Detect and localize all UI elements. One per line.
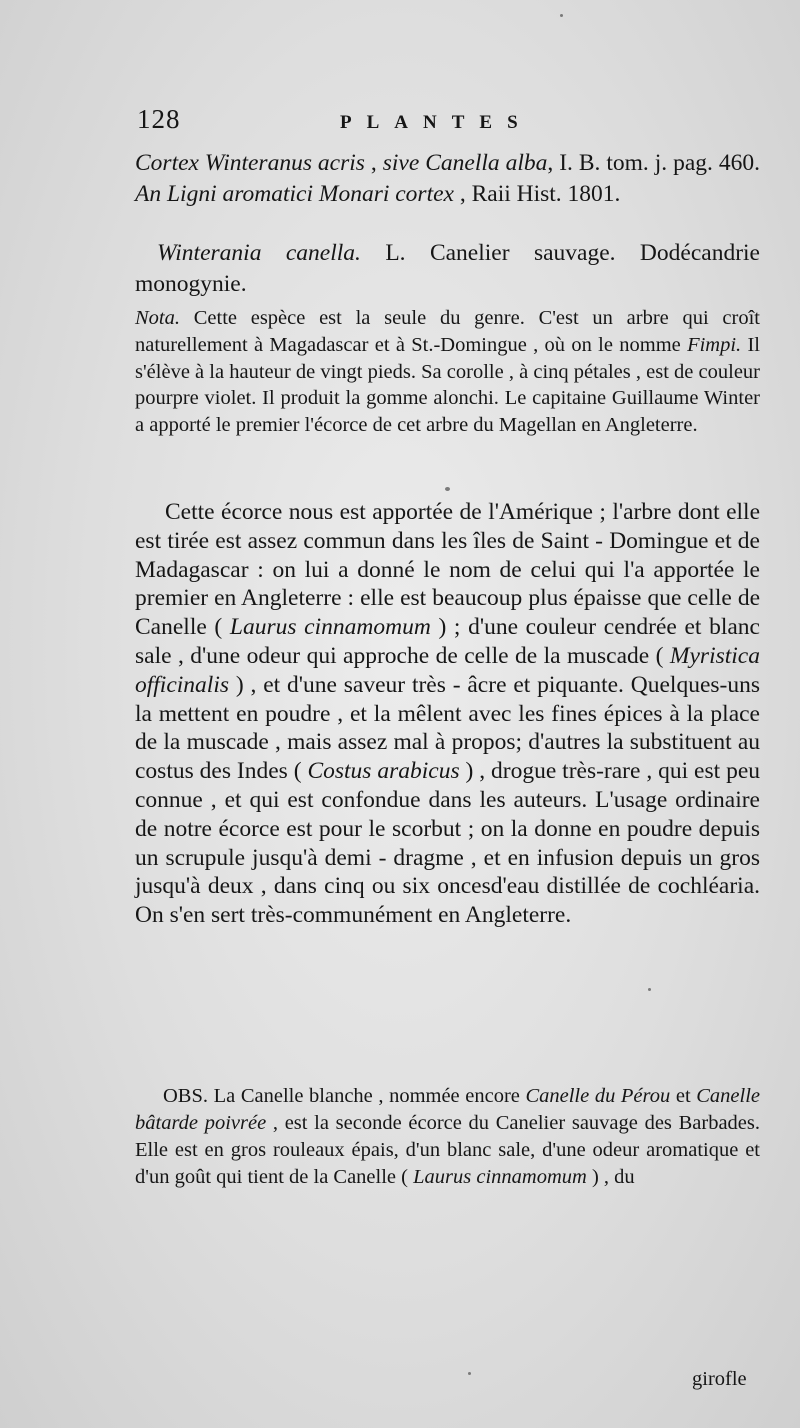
separator: ,: [364, 150, 383, 176]
nota-paragraph: [135, 305, 760, 439]
myristica-name: Myristica officinalis: [135, 642, 760, 698]
laurus-name: Laurus cinnamomum: [413, 1166, 587, 1188]
page-header: [135, 104, 755, 144]
fimpi-name: Fimpi.: [687, 333, 742, 356]
synonyms-paragraph: [135, 148, 760, 210]
nota-text: Cette espèce est la seule du genre. C'est un arbre qui croît naturellement à Magadascar et à St.-Domingue , où on le nomme: [135, 307, 760, 356]
obs-paragraph: [135, 1083, 760, 1191]
reference-raii: , Raii Hist. 1801.: [453, 181, 621, 207]
main-text: Cette écorce nous est apportée de l'Amérique ; l'arbre dont elle est tirée est assez commun dans les îles de Saint - Domingue et de Madagascar : on lui a donné le nom de celui qui l'a apportée le premier en Angleterre : elle est beaucoup plus épaisse que celle de Canelle (: [135, 499, 760, 641]
nota-text-continued: Il s'élève à la hauteur de vingt pieds. Sa corolle , à cinq pétales , est de couleur pourpre violet. Il produit la gomme alonchi. Le capitaine Guillaume Winter a apporté le premier l'écorce de cet arbre du Magellan en Angleterre.: [135, 333, 760, 437]
laurus-name: Laurus cinnamomum: [229, 614, 431, 641]
catchword: girofle: [692, 1368, 747, 1390]
an-ligni-name: An Ligni aromatici Monari cortex: [135, 181, 454, 207]
species-paragraph: [135, 238, 760, 300]
obs-text: La Canelle blanche , nommée encore: [208, 1085, 526, 1107]
obs-label: OBS.: [163, 1085, 209, 1107]
canelle-perou-name: Canelle du Pérou: [525, 1085, 671, 1107]
main-text: ) , et d'une saveur très - âcre et piquante. Quelques-uns la mettent en poudre , et la mêlent avec les fines épices à la place de la muscade , mais assez mal à propos; d'autres la substituent au costus des Indes (: [135, 671, 760, 785]
costus-name: Costus arabicus: [307, 758, 460, 785]
paper-speck: [445, 487, 450, 491]
obs-text: ) , du: [586, 1166, 635, 1188]
main-paragraph: [135, 498, 760, 930]
canella-alba: Canella alba: [419, 150, 548, 176]
main-text: ) ; d'une couleur cendrée et blanc sale , d'une odeur qui approche de celle de la muscade (: [135, 614, 760, 669]
sive-word: sive: [382, 150, 420, 176]
main-text: ) , drogue très-rare , qui est peu connue , et qui est confondue dans les auteurs. L'usage ordinaire de notre écorce est pour le scorbut ; on la donne en poudre depuis un scrupule jusqu'à demi - dragme , et en infusion depuis un gros jusqu'à deux , dans cinq ou six oncesd'eau distillée de cochléaria. On s'en sert très-communément en Angleterre.: [135, 758, 760, 929]
canelle-batarde-name: Canelle bâtarde poivrée: [135, 1085, 761, 1134]
page-number: 128: [137, 104, 181, 134]
reference-bauhin: , I. B. tom. j. pag. 460.: [547, 150, 760, 176]
paper-speck: [648, 988, 651, 991]
nota-label: Nota.: [135, 307, 180, 329]
species-classification: L. Canelier sauvage. Dodécandrie monogynie.: [135, 240, 760, 297]
obs-text: , est la seconde écorce du Canelier sauvage des Barbades. Elle est en gros rouleaux épais, d'un blanc sale, d'une odeur aromatique et d'un goût qui tient de la Canelle (: [135, 1112, 760, 1188]
running-head: PLANTES: [340, 112, 533, 133]
species-name: Winterania canella.: [157, 240, 361, 266]
obs-text: et: [670, 1085, 697, 1107]
paper-speck: [468, 1372, 471, 1375]
latin-name: Cortex Winteranus acris: [135, 150, 365, 176]
paper-speck: [560, 14, 563, 17]
